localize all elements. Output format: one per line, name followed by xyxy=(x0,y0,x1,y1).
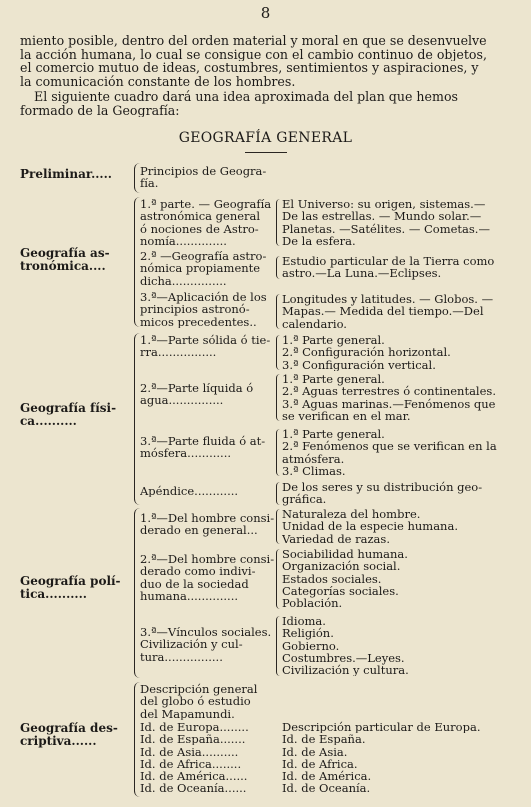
subdivision xyxy=(140,758,274,770)
subdivision xyxy=(140,291,274,328)
section-label-line: Geografía as- xyxy=(20,246,110,260)
detail-line: Gobierno. xyxy=(282,638,340,653)
subdivision xyxy=(140,334,274,359)
detail xyxy=(282,770,518,782)
detail-line: Planetas. —Satélites. — Cometas.— xyxy=(282,221,490,236)
detail-line: Variedad de razas. xyxy=(282,531,390,545)
subdivision-line: ó nociones de Astro- xyxy=(140,221,259,236)
detail xyxy=(282,746,518,758)
subdivision xyxy=(140,721,274,733)
detail-brace xyxy=(276,429,280,476)
detail-line: Población. xyxy=(282,596,343,610)
subdivision xyxy=(140,165,274,190)
detail xyxy=(282,481,518,506)
detail-line: Religión. xyxy=(282,626,334,641)
detail-line: Naturaleza del hombre. xyxy=(282,508,421,521)
detail-line: astro.—La Luna.—Eclipses. xyxy=(282,266,442,280)
second-paragraph xyxy=(20,90,514,117)
subdivision-line: 1.ª parte. — Geografía xyxy=(140,198,272,211)
detail-line: Id. de Oceanía. xyxy=(282,782,371,795)
subdivision-line: Id. de América...... xyxy=(140,770,248,783)
subdivision-line: derado en general... xyxy=(140,523,258,537)
section-label xyxy=(20,575,121,601)
section-label-line: Geografía polí- xyxy=(20,574,121,588)
subdivision xyxy=(140,683,274,720)
detail-line: De los seres y su distribución geo- xyxy=(282,481,483,494)
section-label xyxy=(20,722,118,748)
subdivision xyxy=(140,435,274,460)
subdivision xyxy=(140,770,274,782)
subdivision-line: humana.............. xyxy=(140,588,239,603)
detail-brace xyxy=(276,374,280,421)
detail-line: De las estrellas. — Mundo solar.— xyxy=(282,209,482,224)
detail-line: calendario. xyxy=(282,316,347,330)
detail-brace xyxy=(276,549,280,609)
detail-line: gráfica. xyxy=(282,492,327,506)
detail-brace xyxy=(276,509,280,544)
subdivision-line: duo de la sociedad xyxy=(140,576,249,591)
subdivision-line: micos precedentes.. xyxy=(140,314,257,328)
detail-line: 2.ª Configuración horizontal. xyxy=(282,345,451,360)
subdivision-line: Id. de Oceanía...... xyxy=(140,782,247,795)
subdivision-line: 1.ª—Parte sólida ó tie- xyxy=(140,334,271,347)
section-label xyxy=(20,247,110,273)
table-title: GEOGRAFÍA GENERAL xyxy=(178,130,353,146)
subdivision-line: agua............... xyxy=(140,393,224,407)
detail-line: 1.ª Parte general. xyxy=(282,334,385,347)
detail xyxy=(282,615,518,676)
subdivision-line: 2.ª—Parte líquida ó xyxy=(140,382,254,395)
section-brace xyxy=(134,333,140,505)
detail-line: Estados sociales. xyxy=(282,571,382,586)
detail xyxy=(282,334,518,371)
detail xyxy=(282,428,518,477)
subdivision-line: dicha............... xyxy=(140,273,227,287)
detail-brace xyxy=(276,482,280,505)
section-label xyxy=(20,402,116,428)
detail-brace xyxy=(276,616,280,676)
detail xyxy=(282,293,518,330)
subdivision-line: fía. xyxy=(140,176,159,190)
detail xyxy=(282,198,518,247)
title-rule xyxy=(245,152,287,153)
subdivision-line: derado como indivi- xyxy=(140,564,256,579)
detail-line: Id. de Asia. xyxy=(282,746,348,759)
text-line: formado de la Geografía: xyxy=(20,103,180,118)
section-label-line: tronómica.... xyxy=(20,259,106,273)
text-line: miento posible, dentro del orden material y moral en que se desenvuelve xyxy=(20,34,487,48)
detail-line: Longitudes y latitudes. — Globos. — xyxy=(282,293,494,306)
subdivision-line: Civilización y cul- xyxy=(140,637,243,652)
detail xyxy=(282,758,518,770)
detail-line: De la esfera. xyxy=(282,233,356,248)
subdivision xyxy=(140,485,274,497)
detail-line: Categorías sociales. xyxy=(282,583,399,598)
subdivision-line: del Mapamundi. xyxy=(140,706,235,720)
detail xyxy=(282,548,518,609)
detail-line: Estudio particular de la Tierra como xyxy=(282,255,495,268)
subdivision xyxy=(140,626,274,663)
subdivision-line: 2.ª—Del hombre consi- xyxy=(140,553,274,566)
text-line: la comunicación constante de los hombres. xyxy=(20,74,296,89)
subdivision xyxy=(140,746,274,758)
subdivision-line: Principios de Geogra- xyxy=(140,165,267,178)
section-label-line: Geografía des- xyxy=(20,721,118,735)
subdivision xyxy=(140,733,274,745)
intro-paragraph xyxy=(20,34,514,88)
section-label-line: tica.......... xyxy=(20,587,87,601)
subdivision-line: astronómica general xyxy=(140,209,261,224)
subdivision-line: 3.ª—Aplicación de los xyxy=(140,291,267,304)
section-label-line: Preliminar..... xyxy=(20,167,112,181)
subdivision xyxy=(140,512,274,537)
subdivision-line: principios astronó- xyxy=(140,302,250,317)
detail-line: 2.ª Fenómenos que se verifican en la xyxy=(282,439,497,454)
detail-line: Civilización y cultura. xyxy=(282,663,409,677)
subdivision-line: tura................ xyxy=(140,649,223,663)
detail-line: atmósfera. xyxy=(282,451,345,466)
subdivision-line: nómica propiamente xyxy=(140,261,261,276)
subdivision-line: 3.ª—Vínculos sociales. xyxy=(140,626,272,639)
subdivision-line: 1.ª—Del hombre consi- xyxy=(140,512,274,525)
detail-brace xyxy=(276,335,280,370)
detail xyxy=(282,782,518,794)
detail-line: Descripción particular de Europa. xyxy=(282,721,481,734)
detail-line: Id. de España. xyxy=(282,733,366,746)
section-label-line: criptiva...... xyxy=(20,734,97,748)
detail-line: Costumbres.—Leyes. xyxy=(282,650,405,665)
subdivision-line: del globo ó estudio xyxy=(140,694,251,709)
subdivision xyxy=(140,382,274,407)
detail xyxy=(282,721,518,733)
section-label xyxy=(20,168,112,181)
section-label-line: Geografía físi- xyxy=(20,401,117,415)
detail-line: 1.ª Parte general. xyxy=(282,428,385,441)
section-label-line: ca.......... xyxy=(20,414,77,428)
detail-line: Id. de América. xyxy=(282,770,372,783)
detail-line: Organización social. xyxy=(282,559,401,574)
subdivision xyxy=(140,198,274,247)
text-line: la acción humana, lo cual se consigue con el cambio continuo de objetos, xyxy=(20,47,487,62)
detail-brace xyxy=(276,294,280,329)
detail-line: 3.ª Aguas marinas.—Fenómenos que xyxy=(282,396,496,411)
detail-line: Idioma. xyxy=(282,615,326,628)
detail-line: El Universo: su origen, sistemas.— xyxy=(282,198,486,211)
detail-line: Mapas.— Medida del tiempo.—Del xyxy=(282,304,484,319)
subdivision-line: Descripción general xyxy=(140,683,258,696)
detail-line: se verifican en el mar. xyxy=(282,408,411,423)
detail-line: Id. de Africa. xyxy=(282,758,358,771)
page-number: 8 xyxy=(260,4,271,22)
subdivision-line: Apéndice............ xyxy=(140,485,239,498)
subdivision-line: Id. de Asia.......... xyxy=(140,746,239,759)
subdivision-line: rra................ xyxy=(140,345,217,359)
detail xyxy=(282,255,518,280)
text-line: el comercio mutuo de ideas, costumbres, sentimientos y aspiraciones, y xyxy=(20,61,479,75)
subdivision xyxy=(140,553,274,602)
subdivision-line: 2.ª —Geografía astro- xyxy=(140,250,267,263)
detail-line: 3.ª Configuración vertical. xyxy=(282,357,436,371)
detail xyxy=(282,508,518,545)
text-line: El siguiente cuadro dará una idea aproximada del plan que hemos xyxy=(34,90,458,104)
detail-line: 2.ª Aguas terrestres ó continentales. xyxy=(282,384,496,399)
detail xyxy=(282,733,518,745)
detail-brace xyxy=(276,199,280,246)
subdivision-line: 3.ª—Parte fluida ó at- xyxy=(140,435,266,448)
detail-line: 3.ª Climas. xyxy=(282,463,346,478)
detail-line: Unidad de la especie humana. xyxy=(282,519,458,534)
subdivision-line: nomía.............. xyxy=(140,233,227,248)
subdivision-line: Id. de Europa........ xyxy=(140,721,249,734)
subdivision xyxy=(140,250,274,287)
subdivision-line: Id. de España....... xyxy=(140,733,246,746)
subdivision xyxy=(140,782,274,794)
detail xyxy=(282,373,518,422)
detail-brace xyxy=(276,256,280,279)
detail-line: 1.ª Parte general. xyxy=(282,373,385,386)
subdivision-line: Id. de Africa........ xyxy=(140,758,242,771)
detail-line: Sociabilidad humana. xyxy=(282,548,408,561)
subdivision-line: mósfera............ xyxy=(140,446,232,460)
